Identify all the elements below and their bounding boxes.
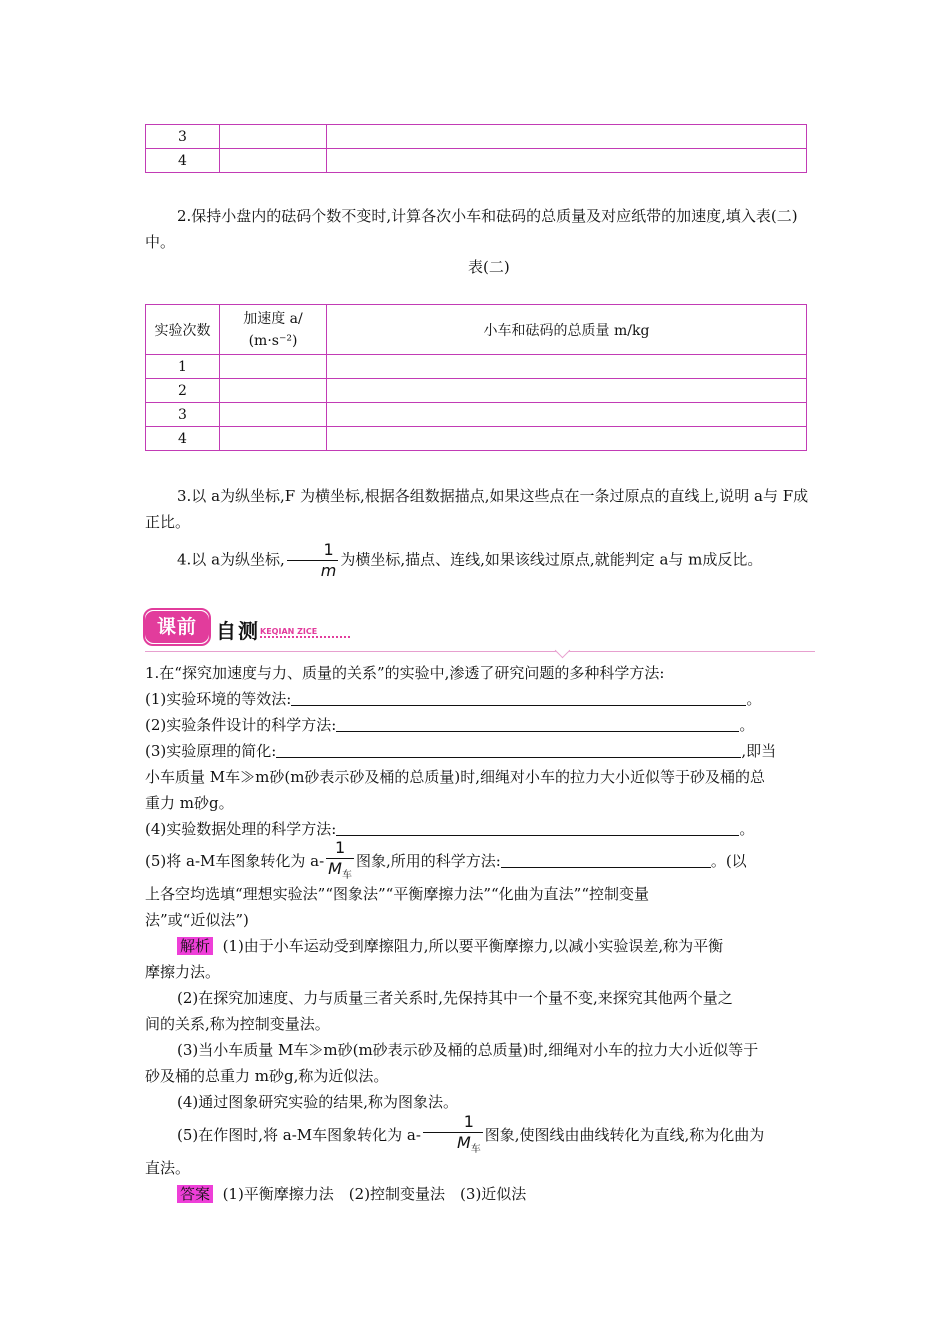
fraction-denominator-subscript: 车 xyxy=(341,870,352,882)
table-row xyxy=(146,125,807,149)
analysis-text: 图象,使图线由曲线转化为直线,称为化曲为 xyxy=(484,1126,765,1145)
analysis-paragraph-3-cont: 砂及桶的总重力 m砂g,称为近似法。 xyxy=(145,1067,389,1085)
question-part-2 xyxy=(145,712,815,738)
table-cell-trial: 1 xyxy=(146,355,220,379)
answer-blank xyxy=(291,689,746,706)
table-row xyxy=(146,149,807,173)
table-row xyxy=(146,355,807,379)
table-cell xyxy=(220,427,327,451)
table-cell xyxy=(327,379,807,403)
table-cell xyxy=(327,355,807,379)
banner-underline xyxy=(145,651,815,652)
table-cell-trial: 4 xyxy=(146,149,220,173)
table-cell xyxy=(220,149,327,173)
step-four-post: 为横坐标,描点、连线,如果该线过原点,就能判定 a与 m成反比。 xyxy=(340,550,763,569)
analysis-paragraph-4: (4)通过图象研究实验的结果,称为图象法。 xyxy=(177,1093,459,1111)
question-part-5-end: 。(以 xyxy=(710,852,747,871)
question-part-3-line2: 小车质量 M车≫m砂(m砂表示砂及桶的总质量)时,细绳对小车的拉力大小近似等于砂及桶的总 xyxy=(145,768,766,786)
analysis-text: (5)在作图时,将 a-M车图象转化为 a- xyxy=(177,1126,421,1145)
table-row xyxy=(146,379,807,403)
table-cell xyxy=(220,125,327,149)
fraction-numerator: 1 xyxy=(326,838,354,859)
table-cell xyxy=(220,379,327,403)
fraction-one-over-m-car xyxy=(423,1112,483,1160)
section-banner xyxy=(145,607,815,653)
banner-subtitle: KEQIAN ZICE xyxy=(260,627,318,636)
fraction-denominator-subscript: 车 xyxy=(470,1144,481,1156)
step-four-pre: 4.以 a为纵坐标, xyxy=(177,550,285,569)
analysis-paragraph-1 xyxy=(145,933,815,959)
question-part-3-label: (3)实验原理的简化: xyxy=(145,742,277,760)
question-part-3-line3: 重力 m砂g。 xyxy=(145,794,234,812)
question-part-5-line2: 上各空均选填“理想实验法”“图象法”“平衡摩擦力法”“化曲为直法”“控制变量 xyxy=(145,885,650,903)
question-part-2-label: (2)实验条件设计的科学方法: xyxy=(145,716,337,734)
banner-pill: 课前 xyxy=(145,611,209,643)
fraction-denominator-symbol: M xyxy=(456,1133,471,1152)
punctuation: 。 xyxy=(739,820,755,838)
fraction-denominator-symbol: M xyxy=(328,859,342,878)
question-part-5-mid: 图象,所用的科学方法: xyxy=(355,852,501,871)
table-cell-trial: 2 xyxy=(146,379,220,403)
table-row xyxy=(146,403,807,427)
table-cell xyxy=(220,355,327,379)
header-acceleration xyxy=(220,305,327,355)
fraction-one-over-m xyxy=(287,540,339,581)
question-part-3-suffix: ,即当 xyxy=(741,742,777,760)
question-part-1 xyxy=(145,686,815,712)
analysis-paragraph-2: (2)在探究加速度、力与质量三者关系时,先保持其中一个量不变,来探究其他两个量之 xyxy=(177,989,733,1007)
table-two-caption: 表(二) xyxy=(468,258,510,276)
question-part-4-label: (4)实验数据处理的科学方法: xyxy=(145,820,337,838)
table-cell-trial: 3 xyxy=(146,125,220,149)
question-stem: 1.在“探究加速度与力、质量的关系”的实验中,渗透了研究问题的多种科学方法: xyxy=(145,664,665,682)
analysis-paragraph-3: (3)当小车质量 M车≫m砂(m砂表示砂及桶的总质量)时,细绳对小车的拉力大小近似等于 xyxy=(177,1041,759,1059)
analysis-paragraph-2-cont: 间的关系,称为控制变量法。 xyxy=(145,1015,330,1033)
step-three-text: 3.以 a为纵坐标,F 为横坐标,根据各组数据描点,如果这些点在一条过原点的直线上,说明 a与 F成正比。 xyxy=(145,487,809,531)
analysis-tag: 解析 xyxy=(177,937,213,955)
fraction-numerator: 1 xyxy=(287,540,339,561)
table-cell-trial: 3 xyxy=(146,403,220,427)
banner-notch xyxy=(555,643,571,659)
data-table-one xyxy=(145,124,807,173)
question-part-5-label: (5)将 a-M车图象转化为 a- xyxy=(145,852,325,871)
analysis-text: (1)由于小车运动受到摩擦阻力,所以要平衡摩擦力,以减小实验误差,称为平衡 xyxy=(222,937,724,955)
table-cell xyxy=(220,403,327,427)
fraction-one-over-m-car xyxy=(326,838,354,886)
answer-blank xyxy=(336,715,739,732)
table-row xyxy=(146,427,807,451)
answer-blank xyxy=(336,819,739,836)
answer-text: (1)平衡摩擦力法 (2)控制变量法 (3)近似法 xyxy=(222,1185,527,1203)
table-cell xyxy=(327,403,807,427)
header-total-mass: 小车和砝码的总质量 m/kg xyxy=(327,305,807,355)
header-trial-count: 实验次数 xyxy=(146,305,220,355)
data-table-two xyxy=(145,304,807,451)
question-part-5 xyxy=(145,838,815,886)
punctuation: 。 xyxy=(739,716,755,734)
step-two-text: 2.保持小盘内的砝码个数不变时,计算各次小车和砝码的总质量及对应纸带的加速度,填入表(二)中。 xyxy=(145,207,798,251)
banner-dotted-rule xyxy=(260,636,350,638)
table-cell xyxy=(327,149,807,173)
table-cell-trial: 4 xyxy=(146,427,220,451)
header-acceleration-unit: (m·s⁻²) xyxy=(248,332,298,349)
answer-blank xyxy=(276,741,741,758)
question-part-5-line3: 法”或“近似法”) xyxy=(145,911,249,929)
answer-tag: 答案 xyxy=(177,1185,213,1203)
analysis-paragraph-1-cont: 摩擦力法。 xyxy=(145,963,221,981)
step-four-text xyxy=(145,540,815,581)
header-acceleration-line1: 加速度 a/ xyxy=(243,310,303,327)
table-cell xyxy=(327,125,807,149)
fraction-denominator: m xyxy=(320,561,337,580)
answer-line xyxy=(145,1181,815,1207)
table-cell xyxy=(327,427,807,451)
table-header-row xyxy=(146,305,807,355)
answer-blank xyxy=(501,851,711,868)
fraction-numerator: 1 xyxy=(423,1112,483,1133)
banner-title: 自测 xyxy=(216,619,260,643)
question-part-1-label: (1)实验环境的等效法: xyxy=(145,690,292,708)
analysis-paragraph-5-cont: 直法。 xyxy=(145,1159,191,1177)
punctuation: 。 xyxy=(746,690,762,708)
question-part-3 xyxy=(145,738,815,764)
analysis-paragraph-5 xyxy=(145,1112,815,1160)
